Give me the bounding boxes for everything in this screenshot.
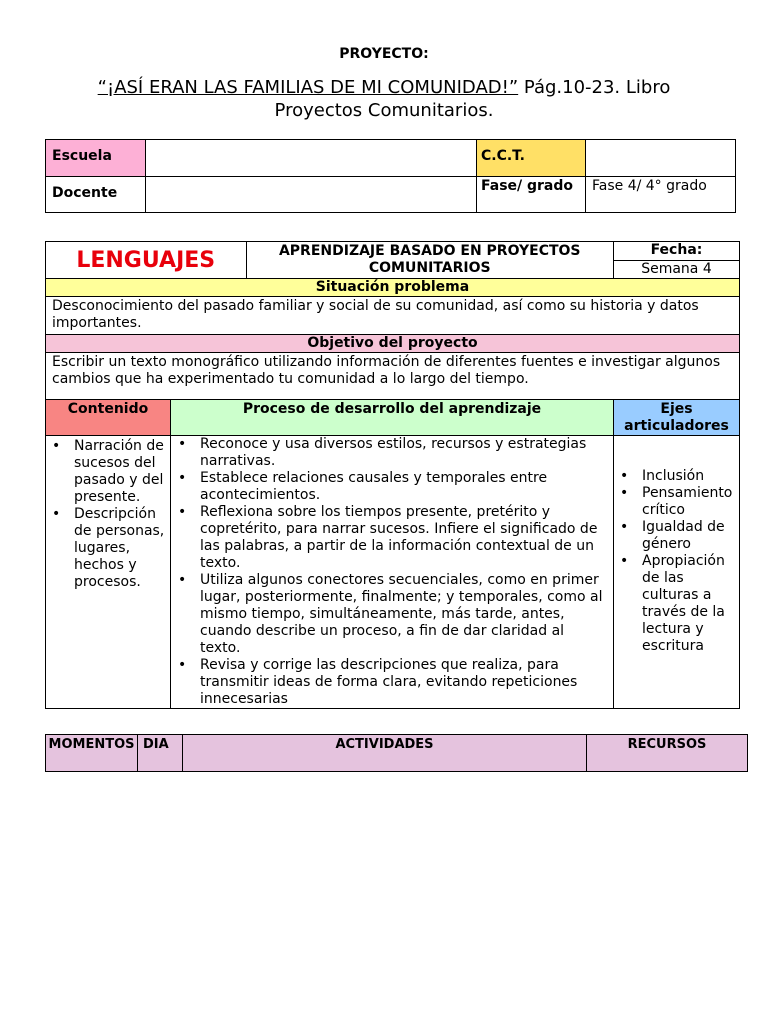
list-item: • Reflexiona sobre los tiempos presente, pretérito y copretérito, para narrar sucesos. Infiere el significado de las palabras, a partir de la información contextual de un texto. (200, 504, 605, 572)
title-underlined: “¡ASÍ ERAN LAS FAMILIAS DE MI COMUNIDAD!” (97, 77, 519, 98)
docente-label: Docente (46, 177, 146, 213)
list-item: • Utiliza algunos conectores secuenciales, como en primer lugar, posteriormente, finalmente; y temporales, como al mismo tiempo, simultáneamente, más tarde, antes, cuando describe un proceso, a fin de dar claridad al texto. (200, 572, 605, 657)
activities-table (45, 734, 748, 772)
cct-field[interactable] (586, 140, 736, 177)
actividades-header: ACTIVIDADES (183, 735, 587, 772)
fase-label: Fase/ grado (477, 177, 586, 213)
page-title (30, 76, 738, 122)
list-item: • Revisa y corrige las descripciones que realiza, para transmitir ideas de forma clara, evitando repeticiones innecesarias (200, 657, 605, 708)
ejes-cell (614, 436, 740, 709)
contenido-list (50, 438, 166, 591)
situacion-header: Situación problema (46, 279, 740, 297)
proceso-list (176, 436, 605, 708)
recursos-header: RECURSOS (587, 735, 748, 772)
fase-value: Fase 4/ 4° grado (586, 177, 736, 213)
list-item: • Inclusión (642, 468, 735, 485)
docente-field[interactable] (146, 177, 477, 213)
list-item: • Establece relaciones causales y temporales entre acontecimientos. (200, 470, 605, 504)
fecha-label: Fecha: (613, 242, 739, 261)
project-label: PROYECTO: (339, 46, 429, 62)
campo-formativo: LENGUAJES (46, 242, 247, 279)
list-item: • Narración de sucesos del pasado y del presente. (74, 438, 166, 506)
ejes-list (618, 468, 735, 655)
proceso-cell (171, 436, 614, 709)
planning-table (45, 241, 740, 709)
metodologia-cell: APRENDIZAJE BASADO EN PROYECTOS COMUNITARIOS (246, 242, 613, 279)
escuela-label: Escuela (46, 140, 146, 177)
title-rest: Pág.10-23. Libro (518, 77, 671, 98)
info-table (45, 139, 736, 213)
situacion-text: Desconocimiento del pasado familiar y social de su comunidad, así como su historia y datos importantes. (46, 297, 740, 335)
list-item: • Descripción de personas, lugares, hechos y procesos. (74, 506, 166, 591)
escuela-field[interactable] (146, 140, 477, 177)
contenido-cell (46, 436, 171, 709)
title-line2: Proyectos Comunitarios. (274, 100, 494, 121)
fecha-value: Semana 4 (613, 261, 739, 279)
list-item: • Pensamiento crítico (642, 485, 735, 519)
contenido-header: Contenido (46, 400, 171, 436)
objetivo-header: Objetivo del proyecto (46, 335, 740, 353)
dia-header: DIA (138, 735, 183, 772)
ejes-header: Ejes articuladores (614, 400, 740, 436)
list-item: • Apropiación de las culturas a través de la lectura y escritura (642, 553, 735, 655)
cct-label: C.C.T. (477, 140, 586, 177)
list-item: • Reconoce y usa diversos estilos, recursos y estrategias narrativas. (200, 436, 605, 470)
proceso-header: Proceso de desarrollo del aprendizaje (171, 400, 614, 436)
momentos-header: MOMENTOS (46, 735, 138, 772)
objetivo-text: Escribir un texto monográfico utilizando información de diferentes fuentes e investigar algunos cambios que ha experimentado tu comunidad a lo largo del tiempo. (46, 353, 740, 400)
list-item: • Igualdad de género (642, 519, 735, 553)
